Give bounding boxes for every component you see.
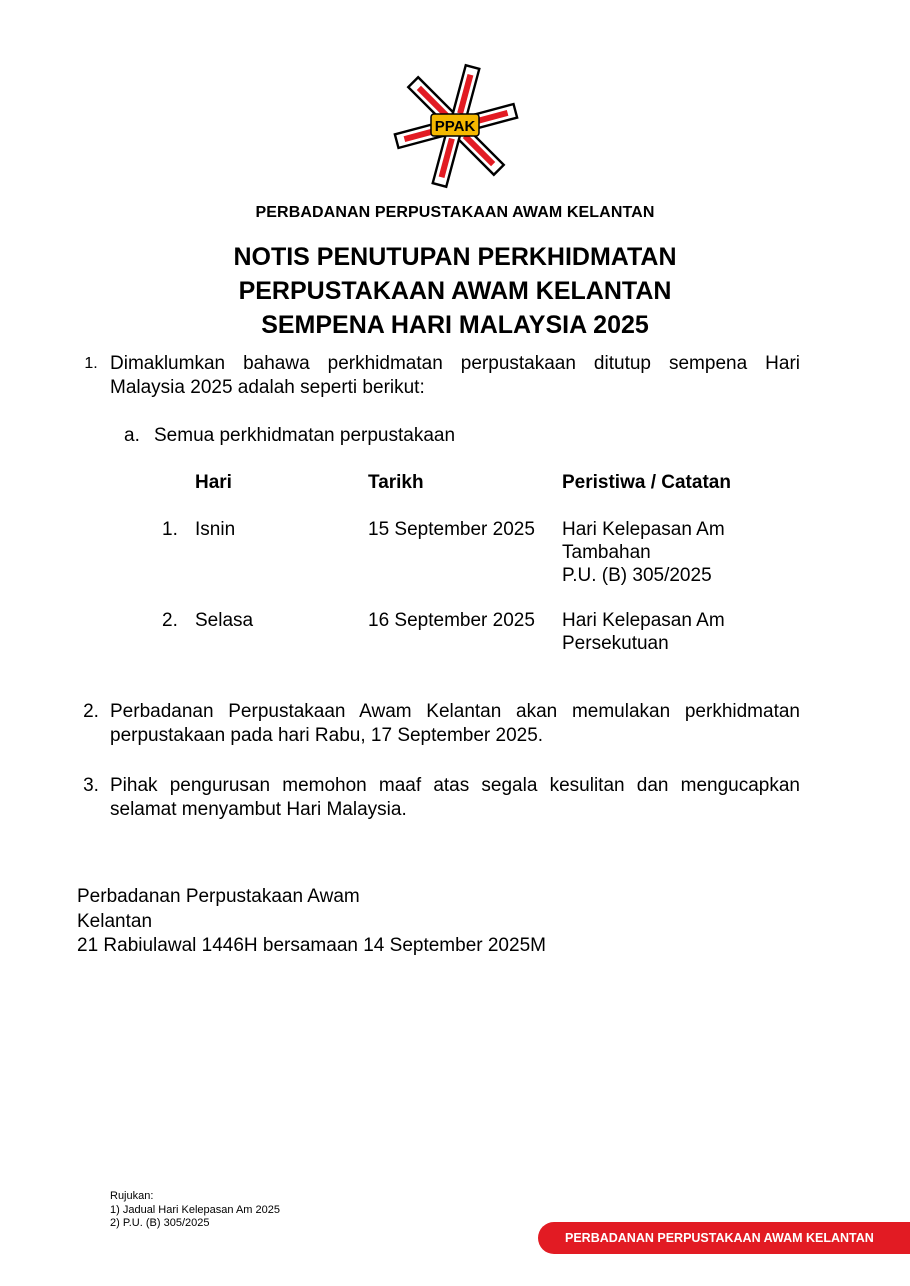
row-date: 16 September 2025 [368,610,535,631]
references [110,1190,280,1231]
logo-text: PPAK [434,118,476,135]
closing-line: Kelantan [77,910,153,932]
item-text: Pihak pengurusan memohon maaf atas segala kesulitan dan mengucapkan selamat menyambut Hari Malaysia. [110,775,800,820]
item-number: 1. [84,355,98,372]
footer-banner: PERBADANAN PERPUSTAKAAN AWAM KELANTAN [538,1222,910,1254]
subitem-text: Semua perkhidmatan perpustakaan [154,425,456,446]
row-number: 1. [162,519,178,540]
row-day: Selasa [195,610,254,631]
notice-title-line: NOTIS PENUTUPAN PERKHIDMATAN [233,243,677,271]
organization-heading: PERBADANAN PERPUSTAKAAN AWAM KELANTAN [255,204,655,221]
closing-date: 21 Rabiulawal 1446H bersamaan 14 September 2025M [77,935,546,956]
notice-item-3 [76,774,800,822]
row-date: 15 September 2025 [368,519,535,540]
row-event-line: Tambahan [562,542,651,563]
item-number: 3. [83,775,99,796]
subitem-a [124,424,455,448]
reference-item: 1) Jadual Hari Kelepasan Am 2025 [110,1203,280,1216]
closing-line: Perbadanan Perpustakaan Awam [77,886,360,907]
notice-item-2 [76,700,800,748]
row-day: Isnin [195,519,236,540]
row-event-line: P.U. (B) 305/2025 [562,565,712,586]
references-heading: Rujukan: [110,1190,154,1202]
reference-item: 2) P.U. (B) 305/2025 [110,1217,210,1229]
notice-title-line: PERPUSTAKAAN AWAM KELANTAN [238,277,672,305]
row-event-line: Persekutuan [562,633,669,654]
ppak-logo [393,62,519,190]
closing-signature [77,885,546,959]
subitem-letter: a. [124,425,140,446]
notice-title [0,240,910,342]
table-header-date: Tarikh [368,472,424,493]
table-header-day: Hari [195,472,232,493]
notice-item-1 [76,352,800,400]
row-event-line: Hari Kelepasan Am [562,519,725,540]
row-event [562,518,725,587]
row-event-line: Hari Kelepasan Am [562,610,725,631]
item-number: 2. [83,701,99,722]
row-event [562,609,725,655]
row-number: 2. [162,610,178,631]
table-header-event: Peristiwa / Catatan [562,472,731,493]
item-text: Dimaklumkan bahawa perkhidmatan perpustakaan ditutup sempena Hari Malaysia 2025 adalah seperti berikut: [110,353,800,398]
item-text: Perbadanan Perpustakaan Awam Kelantan akan memulakan perkhidmatan perpustakaan pada hari Rabu, 17 September 2025. [110,701,800,746]
notice-title-line: SEMPENA HARI MALAYSIA 2025 [261,311,649,339]
